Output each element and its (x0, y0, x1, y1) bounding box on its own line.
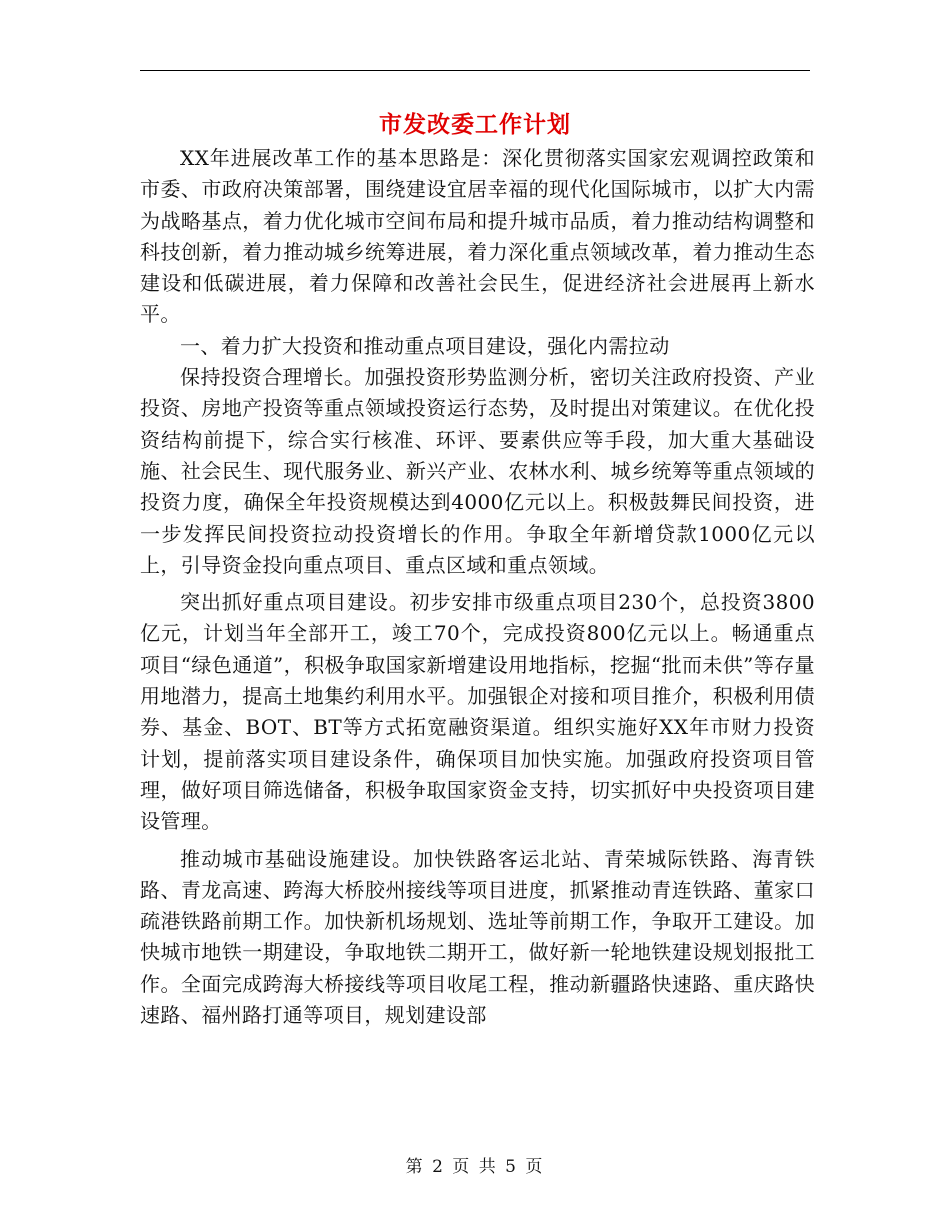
page-footer: 第 2 页 共 5 页 (405, 1157, 545, 1177)
header-rule (140, 70, 810, 71)
paragraph-intro: XX年进展改革工作的基本思路是：深化贯彻落实国家宏观调控政策和市委、市政府决策部署，围绕建设宜居幸福的现代化国际城市，以扩大内需为战略基点，着力优化城市空间布局和提升城市品质，着力推动结构调整和科技创新，着力推动城乡统筹进展，着力深化重点领域改革，着力推动生态建设和低碳进展，着力保障和改善社会民生，促进经济社会进展再上新水平。 (140, 146, 815, 327)
document-body (140, 143, 815, 1031)
document-title: 市发改委工作计划 (379, 111, 571, 138)
paragraph-key-projects: 突出抓好重点项目建设。初步安排市级重点项目230个，总投资3800亿元，计划当年全部开工，竣工70个，完成投资800亿元以上。畅通重点项目“绿色通道”，积极争取国家新增建设用地指标，挖掘“批而未供”等存量用地潜力，提高土地集约利用水平。加强银企对接和项目推介，积极利用债券、基金、BOT、BT等方式拓宽融资渠道。组织实施好XX年市财力投资计划，提前落实项目建设条件，确保项目加快实施。加强政府投资项目管理，做好项目筛选储备，积极争取国家资金支持，切实抓好中央投资项目建设管理。 (140, 590, 815, 834)
paragraph-infrastructure: 推动城市基础设施建设。加快铁路客运北站、青荣城际铁路、海青铁路、青龙高速、跨海大桥胶州接线等项目进度，抓紧推动青连铁路、董家口疏港铁路前期工作。加快新机场规划、选址等前期工作，争取开工建设。加快城市地铁一期建设，争取地铁二期开工，做好新一轮地铁建设规划报批工作。全面完成跨海大桥接线等项目收尾工程，推动新疆路快速路、重庆路快速路、福州路打通等项目，规划建设部 (140, 846, 815, 1028)
paragraph-investment: 保持投资合理增长。加强投资形势监测分析，密切关注政府投资、产业投资、房地产投资等重点领域投资运行态势，及时提出对策建议。在优化投资结构前提下，综合实行核准、环评、要素供应等手段，加大重大基础设施、社会民生、现代服务业、新兴产业、农林水利、城乡统筹等重点领域的投资力度，确保全年投资规模达到4000亿元以上。积极鼓舞民间投资，进一步发挥民间投资拉动投资增长的作用。争取全年新增贷款1000亿元以上，引导资金投向重点项目、重点区域和重点领域。 (140, 365, 815, 577)
section-heading: 一、着力扩大投资和推动重点项目建设，强化内需拉动 (180, 333, 670, 358)
